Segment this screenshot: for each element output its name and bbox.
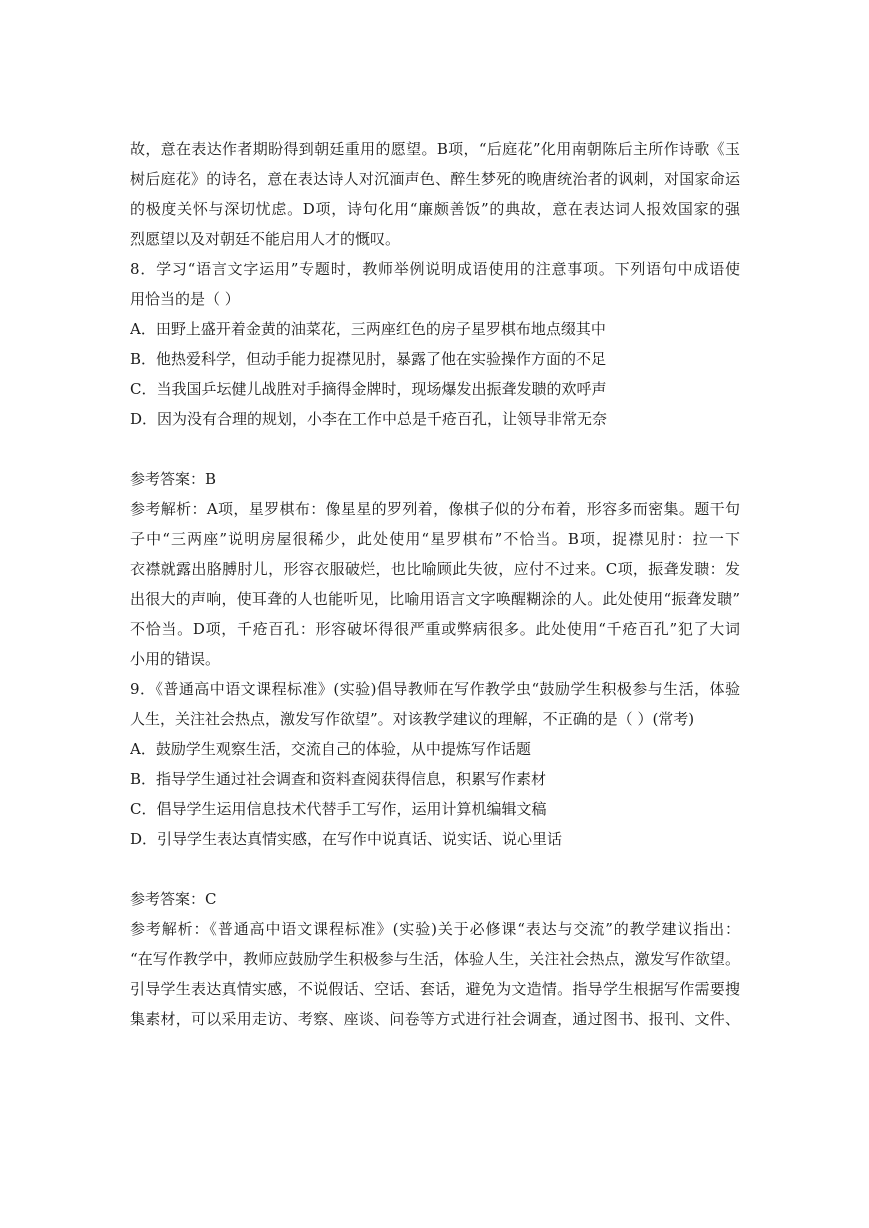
question-9-explanation	[130, 914, 740, 1034]
answer-line: 参考答案：C	[130, 890, 217, 908]
text-line: 用恰当的是（ ）	[130, 290, 240, 308]
q7-explanation	[130, 134, 740, 254]
option-a: A．田野上盛开着金黄的油菜花，三两座红色的房子星罗棋布地点缀其中	[130, 320, 606, 338]
question-8-explanation	[130, 494, 740, 674]
text-line: 集素材，可以采用走访、考察、座谈、问卷等方式进行社会调查，通过图书、报刊、文件、	[130, 1010, 740, 1028]
question-9-options	[130, 734, 740, 854]
question-8-stem	[130, 254, 740, 314]
text-line: 树后庭花》的诗名，意在表达诗人对沉湎声色、醉生梦死的晚唐统治者的讽刺，对国家命运	[130, 170, 740, 188]
document-body	[130, 134, 740, 1034]
text-line: 小用的错误。	[130, 650, 221, 668]
question-8-options	[130, 314, 740, 434]
option-d: D．引导学生表达真情实感，在写作中说真话、说实话、说心里话	[130, 830, 563, 848]
text-line: 9．《普通高中语文课程标准》(实验)倡导教师在写作教学虫“鼓励学生积极参与生活，体验	[130, 680, 740, 698]
option-a: A．鼓励学生观察生活，交流自己的体验，从中提炼写作话题	[130, 740, 531, 758]
text-line: 出很大的声响，使耳聋的人也能听见，比喻用语言文字唤醒糊涂的人。此处使用“振聋发聩”	[130, 590, 740, 608]
text-line: 不恰当。D项，千疮百孔：形容破坏得很严重或弊病很多。此处使用“千疮百孔”犯了大词	[130, 620, 740, 638]
question-8-answer	[130, 464, 740, 494]
option-b: B．他热爱科学，但动手能力捉襟见肘，暴露了他在实验操作方面的不足	[130, 350, 607, 368]
text-line: 子中“三两座”说明房屋很稀少，此处使用“星罗棋布”不恰当。B项，捉襟见肘：拉一下	[130, 530, 740, 548]
option-d: D．因为没有合理的规划，小李在工作中总是千疮百孔，让领导非常无奈	[130, 410, 608, 428]
text-line: 烈愿望以及对朝廷不能启用人才的慨叹。	[130, 230, 401, 248]
blank-line	[130, 434, 740, 464]
option-c: C．倡导学生运用信息技术代替手工写作，运用计算机编辑文稿	[130, 800, 547, 818]
question-9-answer	[130, 884, 740, 914]
text-line: 的极度关怀与深切忧虑。D项，诗句化用“廉颇善饭”的典故，意在表达词人报效国家的强	[130, 200, 740, 218]
question-9-stem	[130, 674, 740, 734]
text-line: 引导学生表达真情实感，不说假话、空话、套话，避免为文造情。指导学生根据写作需要搜	[130, 980, 740, 998]
text-line: “在写作教学中，教师应鼓励学生积极参与生活，体验人生，关注社会热点，激发写作欲望。	[130, 950, 740, 968]
text-line: 人生，关注社会热点，激发写作欲望”。对该教学建议的理解，不正确的是（ ）(常考)	[130, 710, 695, 728]
option-c: C．当我国乒坛健儿战胜对手摘得金牌时，现场爆发出振聋发聩的欢呼声	[130, 380, 607, 398]
text-line: 参考解析：A项，星罗棋布：像星星的罗列着，像棋子似的分布着，形容多而密集。题干句	[130, 500, 740, 518]
text-line: 衣襟就露出胳膊肘儿，形容衣服破烂，也比喻顾此失彼，应付不过来。C项，振聋发聩：发	[130, 560, 740, 578]
blank-line	[130, 854, 740, 884]
text-line: 参考解析：《普通高中语文课程标准》(实验)关于必修课“表达与交流”的教学建议指出：	[130, 920, 740, 938]
text-line: 8．学习“语言文字运用”专题时，教师举例说明成语使用的注意事项。下列语句中成语使	[130, 260, 740, 278]
option-b: B．指导学生通过社会调查和资料查阅获得信息，积累写作素材	[130, 770, 547, 788]
text-line: 故，意在表达作者期盼得到朝廷重用的愿望。B项，“后庭花”化用南朝陈后主所作诗歌《玉	[130, 140, 740, 158]
answer-line: 参考答案：B	[130, 470, 217, 488]
